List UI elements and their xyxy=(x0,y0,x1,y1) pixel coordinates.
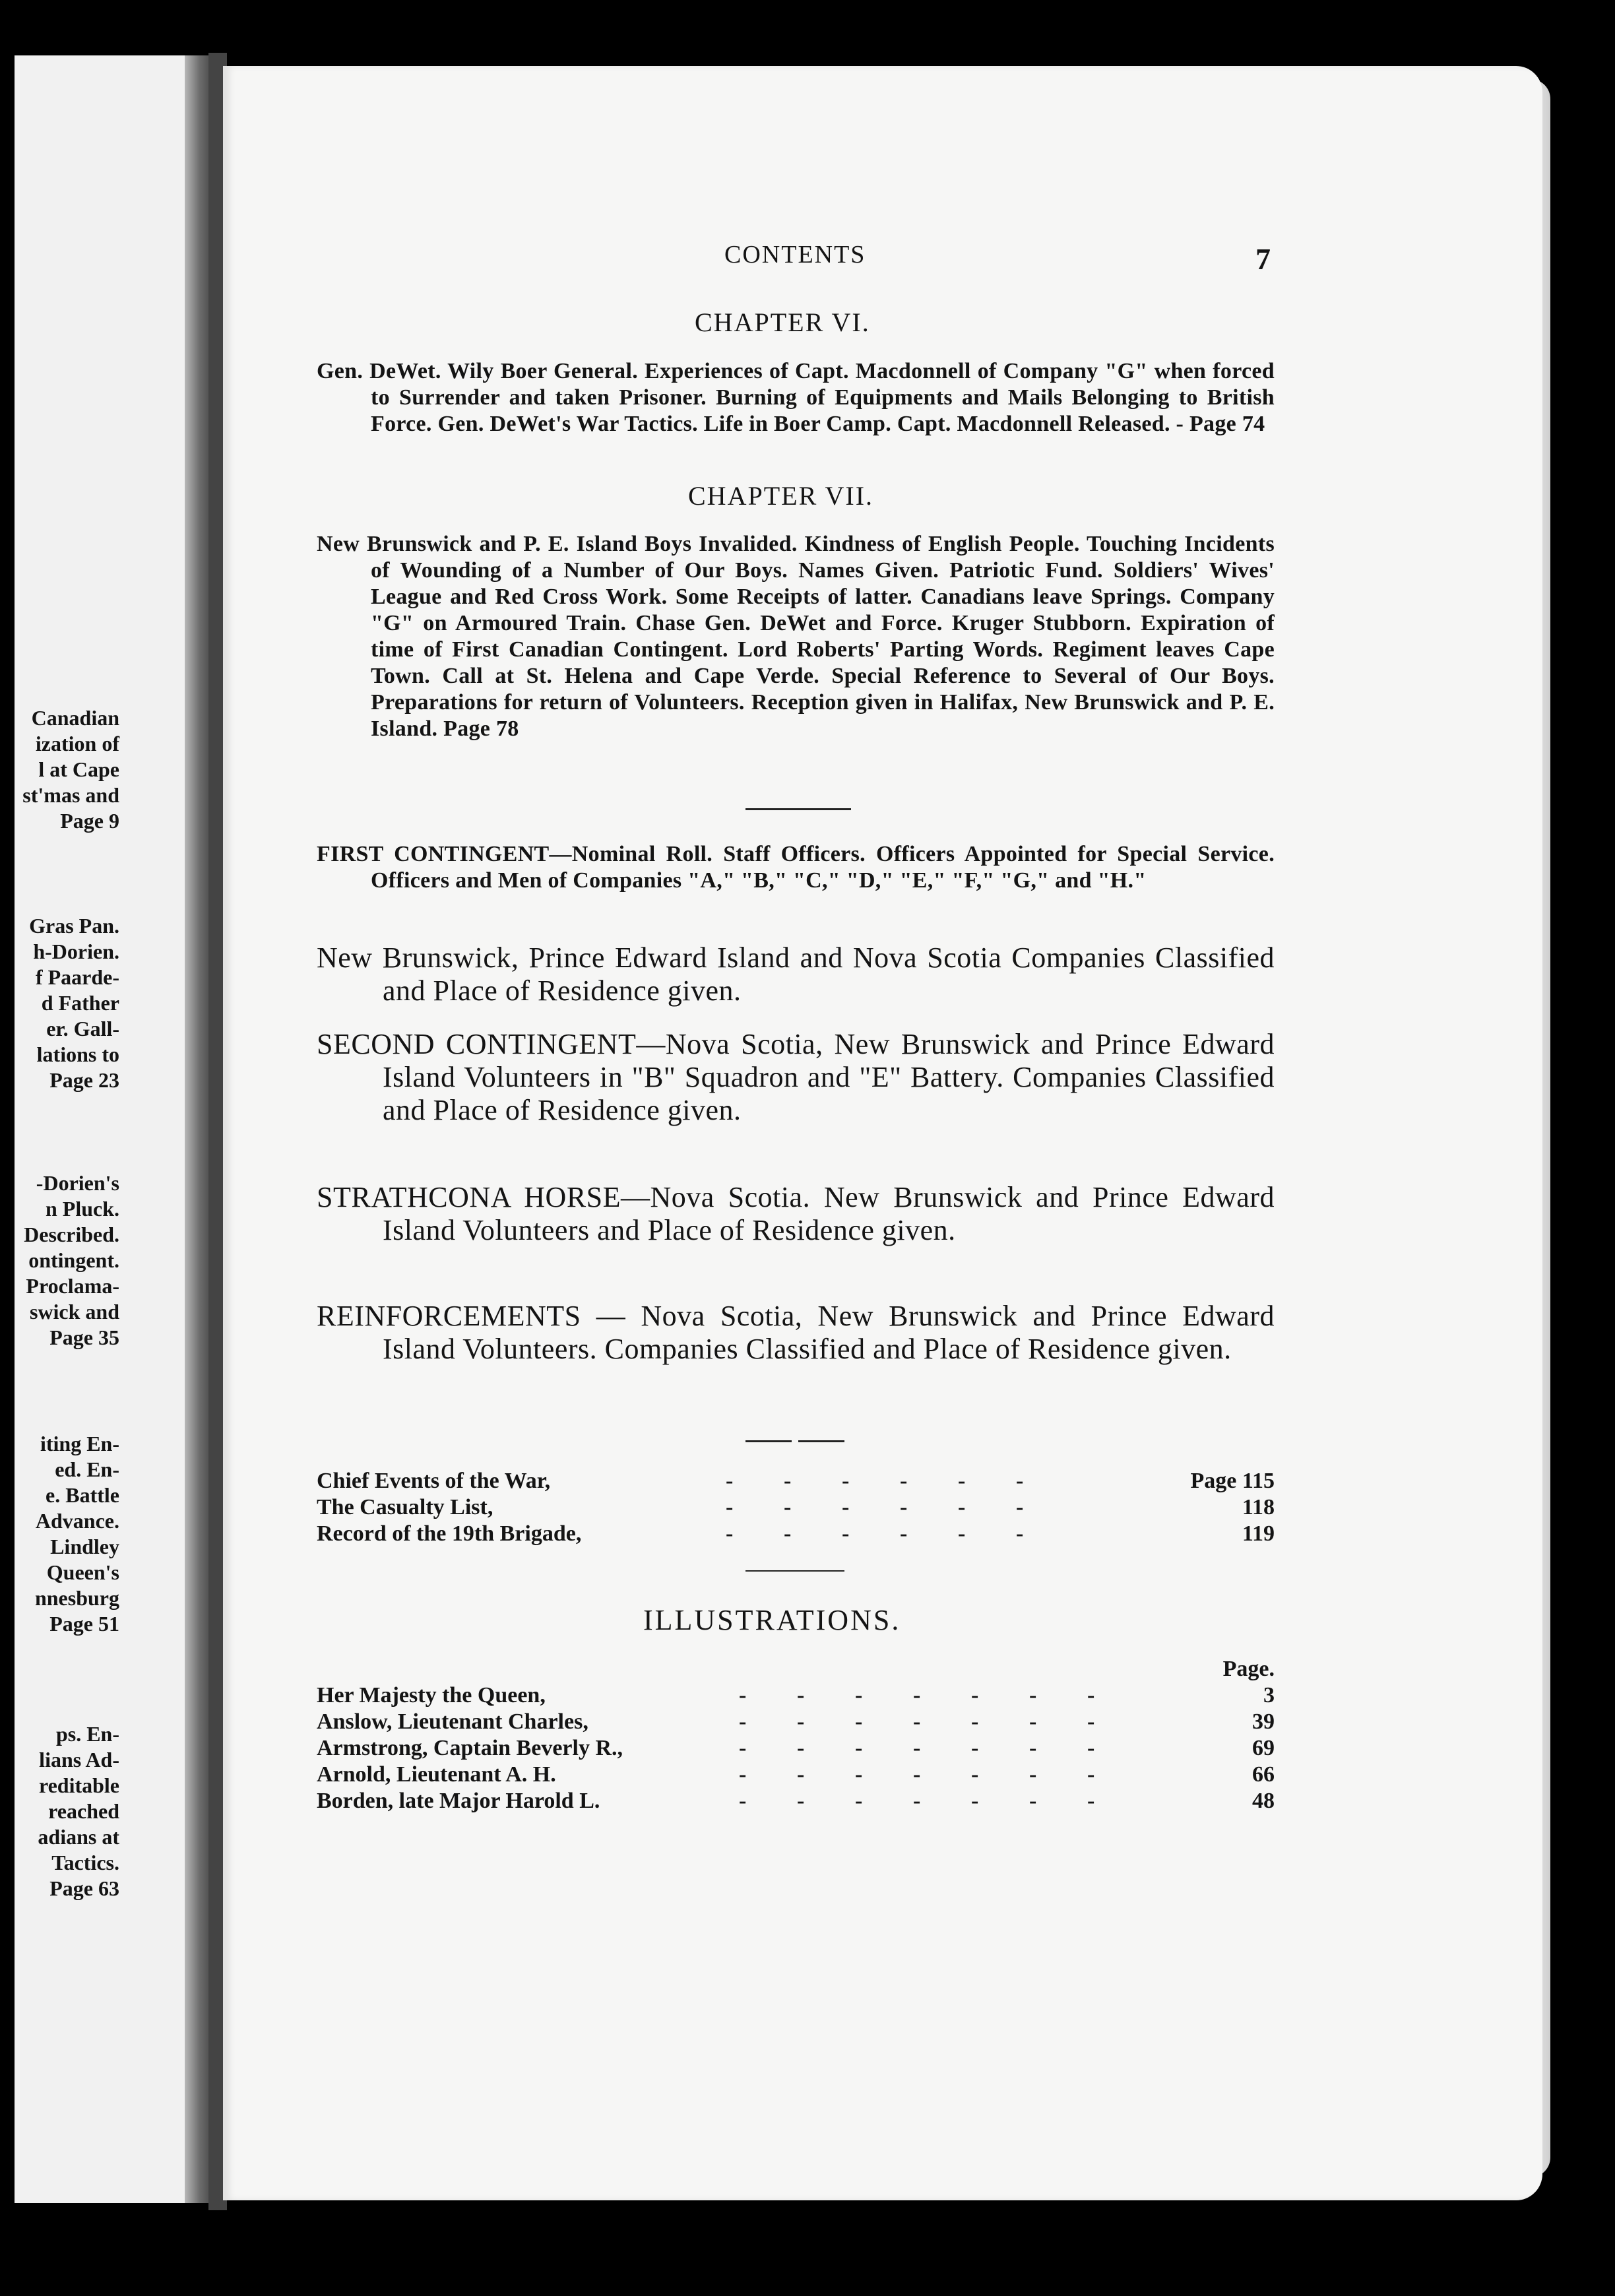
left-page-line: -Dorien's xyxy=(36,1171,119,1195)
left-facing-page xyxy=(15,55,208,2203)
left-page-line: l at Cape xyxy=(38,757,119,781)
list-item xyxy=(317,1494,1275,1521)
chapter-summary: New Brunswick and P. E. Island Boys Invalided. Kindness of English People. Touching Incidents of Wounding of a Number of Our Boys. Names Given. Patriotic Fund. Soldiers' Wives' League and Red Cross Work. Some Receipts of latter. Canadians leave Springs. Company "G" on Armoured Train. Chase Gen. DeWet and Force. Kruger Stubborn. Expiration of time of First Canadian Contingent. Lord Roberts' Parting Words. Regiment leaves Cape Town. Call at St. Helena and Cape Verde. Special Reference to Several of Our Boys. Preparations for return of Volunteers. Reception given in Halifax, New Brunswick and P. E. Island. Page 78 xyxy=(317,532,1275,741)
left-page-line: ps. En- xyxy=(55,1722,119,1746)
list-item-label: Her Majesty the Queen, xyxy=(317,1683,546,1707)
left-page-line: Page 51 xyxy=(49,1612,119,1636)
list-item-label: Borden, late Major Harold L. xyxy=(317,1789,600,1813)
chapter-heading: CHAPTER VII. xyxy=(688,481,874,511)
illustrations-title: ILLUSTRATIONS. xyxy=(643,1604,901,1636)
section-divider xyxy=(745,1440,792,1442)
list-item-page: 66 xyxy=(1252,1762,1275,1787)
roll-entry: STRATHCONA HORSE—Nova Scotia. New Brunswick and Prince Edward Island Volunteers and Place of Residence given. xyxy=(317,1181,1275,1246)
list-item-page: 69 xyxy=(1252,1736,1275,1760)
section-divider xyxy=(745,808,851,810)
illustrations-rows xyxy=(317,1682,1275,1814)
list-item xyxy=(317,1735,1275,1762)
left-page-line: Page 35 xyxy=(49,1325,119,1349)
roll-entry: SECOND CONTINGENT—Nova Scotia, New Brunswick and Prince Edward Island Volunteers in "B" Squadron and "E" Battery. Companies Classified and Place of Residence given. xyxy=(317,1028,1275,1126)
list-item-label: Chief Events of the War, xyxy=(317,1469,551,1493)
chapter-summary: Gen. DeWet. Wily Boer General. Experiences of Capt. Macdonnell of Company "G" when forced to Surrender and taken Prisoner. Burning of Equipments and Mails Belonging to British Force. Gen. DeWet's War Tactics. Life in Boer Camp. Capt. Macdonnell Released. - Page 74 xyxy=(317,359,1275,436)
list-item-page: 48 xyxy=(1252,1789,1275,1813)
list-item xyxy=(317,1762,1275,1788)
left-page-line: f Paarde- xyxy=(35,965,119,989)
left-page-line: Page 23 xyxy=(49,1068,119,1092)
roll-entry: New Brunswick, Prince Edward Island and Nova Scotia Companies Classified and Place of Residence given. xyxy=(317,941,1275,1007)
left-page-line: iting En- xyxy=(40,1432,119,1455)
list-item xyxy=(317,1788,1275,1814)
left-page-block xyxy=(15,1170,119,1351)
left-page-block xyxy=(15,913,119,1093)
list-item xyxy=(317,1468,1275,1494)
left-page-line: reached xyxy=(48,1799,119,1823)
left-page-line: swick and xyxy=(29,1300,119,1323)
dot-leader: - - - - - - - xyxy=(739,1683,1095,1707)
left-page-line: lians Ad- xyxy=(39,1748,119,1771)
left-page-line: adians at xyxy=(38,1825,119,1849)
left-page-line: h-Dorien. xyxy=(33,940,119,963)
dot-leader: - - - - - - - xyxy=(739,1709,1095,1734)
section-divider xyxy=(745,1570,844,1572)
dot-leader: - - - - - - - xyxy=(739,1789,1095,1813)
chapter-heading: CHAPTER VI. xyxy=(695,307,870,337)
list-item-page: 3 xyxy=(1263,1683,1275,1707)
list-item-page: 118 xyxy=(1242,1495,1275,1519)
list-item-page: Page 115 xyxy=(1190,1469,1275,1493)
list-item-label: Armstrong, Captain Beverly R., xyxy=(317,1736,623,1760)
left-page-line: reditable xyxy=(38,1773,119,1797)
left-page-line: ization of xyxy=(35,732,119,755)
page-number: 7 xyxy=(1255,242,1271,276)
left-page-line: n Pluck. xyxy=(45,1197,119,1221)
list-item xyxy=(317,1682,1275,1709)
left-page-block xyxy=(15,1721,119,1901)
left-page-line: er. Gall- xyxy=(46,1017,119,1040)
dot-leader: - - - - - - xyxy=(726,1495,1024,1519)
dot-leader: - - - - - - - xyxy=(739,1762,1095,1787)
left-page-line: Lindley xyxy=(50,1535,119,1558)
section-divider xyxy=(798,1440,844,1442)
events-list xyxy=(317,1468,1275,1547)
list-item-page: 119 xyxy=(1242,1521,1275,1546)
roll-entry: FIRST CONTINGENT—Nominal Roll. Staff Officers. Officers Appointed for Special Service. Officers and Men of Companies "A," "B," "C," "D," "E," "F," "G," and "H." xyxy=(317,842,1275,893)
dot-leader: - - - - - - xyxy=(726,1469,1024,1493)
left-page-line: Described. xyxy=(24,1223,119,1246)
list-item-label: Arnold, Lieutenant A. H. xyxy=(317,1762,556,1787)
list-item-page: 39 xyxy=(1252,1709,1275,1734)
left-page-line: ontingent. xyxy=(28,1248,119,1272)
left-page-line: Gras Pan. xyxy=(29,914,119,938)
left-page-line: Queen's xyxy=(46,1560,119,1584)
page-column-head xyxy=(317,1656,1275,1682)
list-item-label: The Casualty List, xyxy=(317,1495,493,1519)
left-page-block xyxy=(15,705,119,834)
list-item xyxy=(317,1521,1275,1547)
page-column-label: Page. xyxy=(1222,1657,1275,1681)
roll-entry: REINFORCEMENTS — Nova Scotia, New Brunswick and Prince Edward Island Volunteers. Companies Classified and Place of Residence given. xyxy=(317,1300,1275,1365)
left-page-line: Canadian xyxy=(31,706,119,730)
left-page-block xyxy=(15,1431,119,1637)
left-page-line: nnesburg xyxy=(34,1586,119,1610)
list-item-label: Anslow, Lieutenant Charles, xyxy=(317,1709,588,1734)
left-page-line: Page 9 xyxy=(60,809,119,833)
running-title: CONTENTS xyxy=(724,241,866,269)
left-page-line: ed. En- xyxy=(55,1457,119,1481)
dot-leader: - - - - - - - xyxy=(739,1736,1095,1760)
left-page-line: e. Battle xyxy=(46,1483,119,1507)
illustrations-list xyxy=(317,1656,1275,1814)
left-page-line: d Father xyxy=(41,991,119,1015)
list-item-label: Record of the 19th Brigade, xyxy=(317,1521,582,1546)
dot-leader: - - - - - - xyxy=(726,1521,1024,1546)
left-page-line: Advance. xyxy=(35,1509,119,1533)
list-item xyxy=(317,1709,1275,1735)
left-page-line: st'mas and xyxy=(22,783,119,807)
left-page-line: lations to xyxy=(36,1042,119,1066)
left-page-line: Page 63 xyxy=(49,1876,119,1900)
left-page-line: Tactics. xyxy=(51,1851,119,1874)
left-page-line: Proclama- xyxy=(26,1274,119,1298)
